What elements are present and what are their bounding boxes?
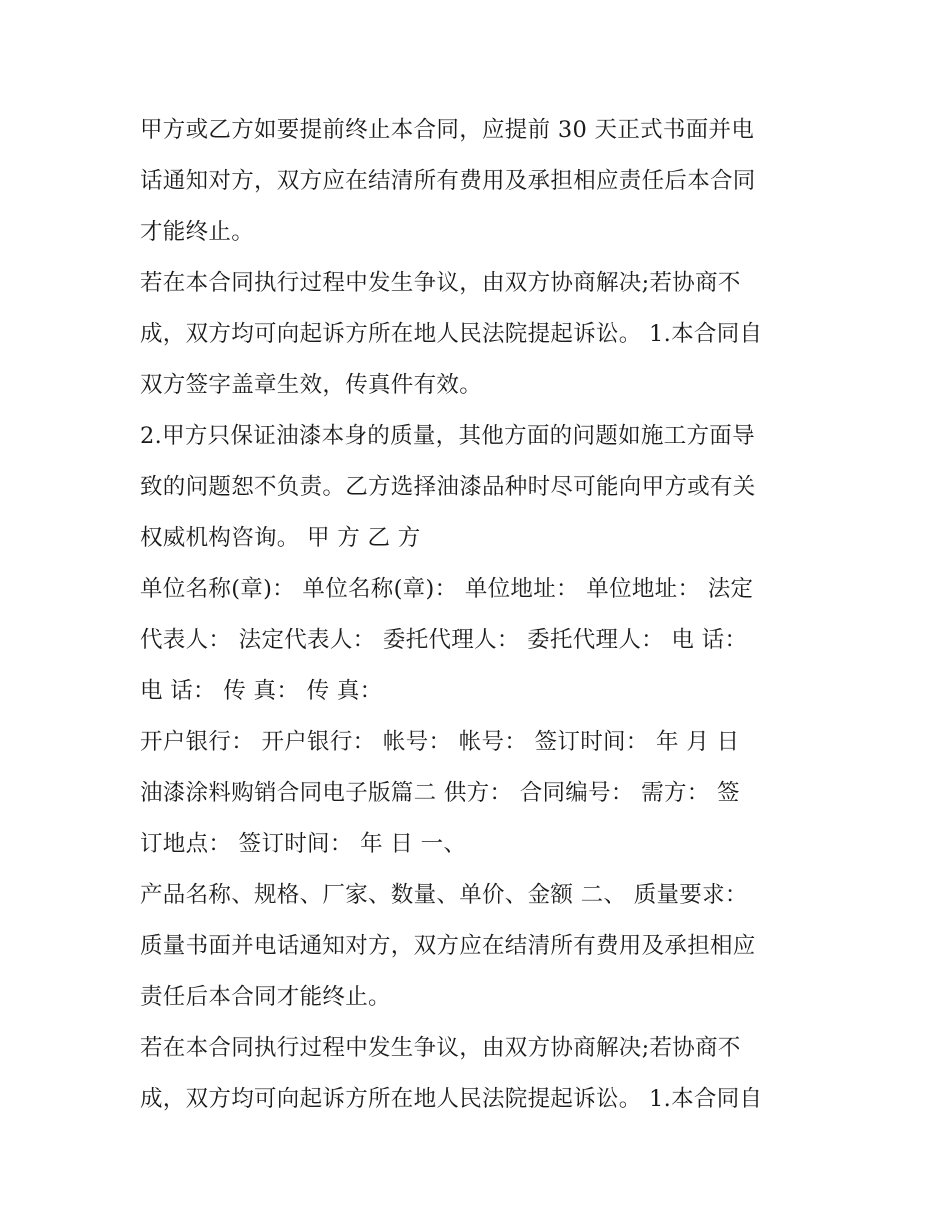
text-line: 代表人： 法定代表人： 委托代理人： 委托代理人： 电 话： — [140, 627, 748, 653]
text-line: 若在本合同执行过程中发生争议，由双方协商解决;若协商不 — [140, 270, 741, 296]
text-line: 电 话： 传 真： 传 真： — [140, 678, 383, 704]
text-line: 单位名称(章)： 单位名称(章)： 单位地址： 单位地址： 法定 — [140, 576, 754, 602]
text-line: 开户银行： 开户银行： 帐号： 帐号： 签订时间： 年 月 日 — [140, 729, 740, 755]
text-line: 质量书面并电话通知对方，双方应在结清所有费用及承担相应 — [140, 933, 756, 959]
text-line: 若在本合同执行过程中发生争议，由双方协商解决;若协商不 — [140, 1035, 741, 1061]
text-line: 话通知对方，双方应在结清所有费用及承担相应责任后本合同 — [140, 168, 756, 194]
text-line: 责任后本合同才能终止。 — [140, 984, 391, 1010]
text-line: 成，双方均可向起诉方所在地人民法院提起诉讼。 1.本合同自 — [140, 321, 763, 347]
text-line: 订地点： 签订时间： 年 日 一、 — [140, 831, 467, 857]
text-line: 才能终止。 — [140, 219, 255, 245]
text-line: 油漆涂料购销合同电子版篇二 供方： 合同编号： 需方： 签 — [140, 780, 740, 806]
text-line: 权威机构咨询。 甲 方 乙 方 — [140, 525, 421, 551]
text-line: 2.甲方只保证油漆本身的质量，其他方面的问题如施工方面导 — [140, 423, 755, 449]
document-body — [140, 107, 820, 1127]
text-line: 成，双方均可向起诉方所在地人民法院提起诉讼。 1.本合同自 — [140, 1086, 763, 1112]
text-line: 产品名称、规格、厂家、数量、单价、金额 二、 质量要求： — [140, 882, 748, 908]
text-line: 甲方或乙方如要提前终止本合同，应提前 30 天正式书面并电 — [140, 117, 755, 143]
text-line: 致的问题恕不负责。乙方选择油漆品种时尽可能向甲方或有关 — [140, 474, 756, 500]
text-line: 双方签字盖章生效，传真件有效。 — [140, 372, 483, 398]
